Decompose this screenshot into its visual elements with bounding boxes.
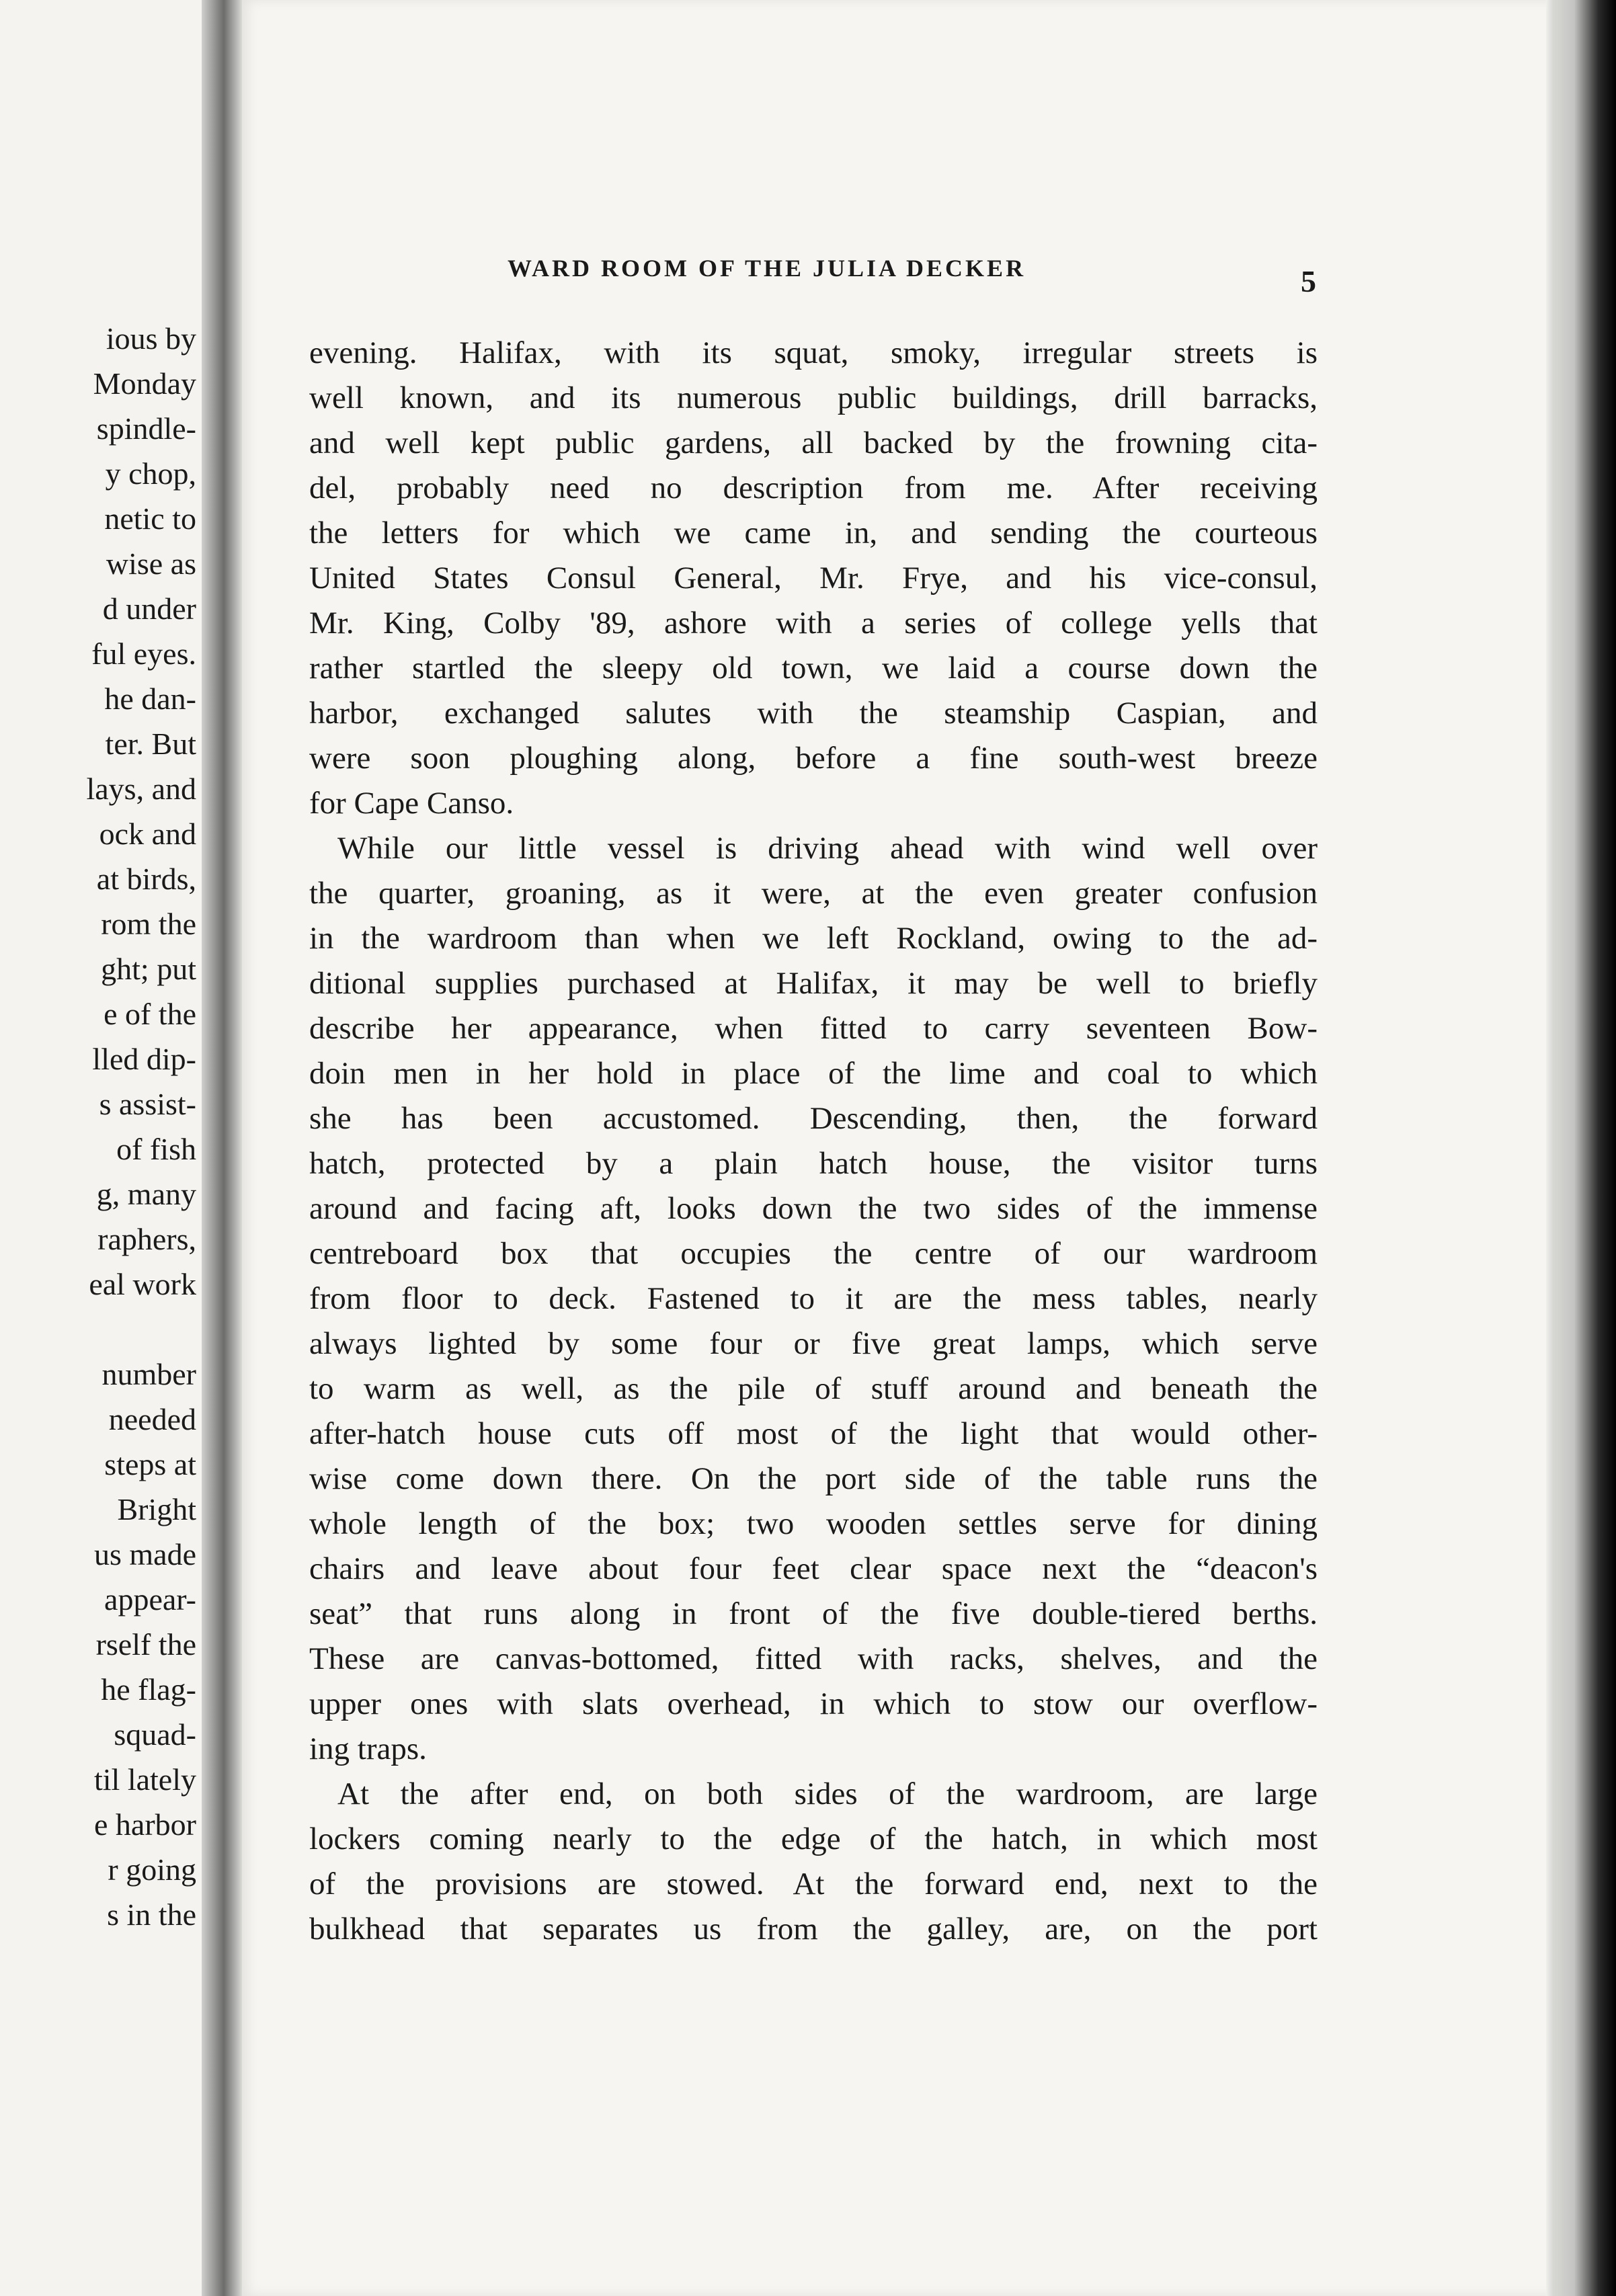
text-line: wise come down there. On the port side of the table runs the (309, 1461, 1318, 1496)
text-line: United States Consul General, Mr. Frye, and his vice-consul, (309, 561, 1318, 596)
left-page-line: d under (102, 591, 196, 626)
left-page-line: lled dip- (92, 1042, 196, 1076)
left-page-line: netic to (104, 501, 196, 536)
text-line: were soon ploughing along, before a fine south-west breeze (309, 741, 1318, 776)
text-line: del, probably need no description from me. After receiving (309, 470, 1318, 505)
page-edge (1546, 0, 1616, 2296)
left-page-line: ock and (99, 817, 196, 851)
text-line: whole length of the box; two wooden settles serve for dining (309, 1506, 1318, 1541)
text-line: seat” that runs along in front of the five double-tiered berths. (309, 1596, 1318, 1631)
left-page-line: us made (93, 1537, 196, 1571)
text-line: from floor to deck. Fastened to it are the mess tables, nearly (309, 1281, 1318, 1316)
text-line: around and facing aft, looks down the two sides of the immense (309, 1191, 1318, 1226)
left-page-line: steps at (104, 1447, 196, 1481)
text-line: At the after end, on both sides of the wardroom, are large (337, 1776, 1318, 1811)
left-page-line: s in the (107, 1897, 196, 1932)
left-page-line: e of the (104, 997, 196, 1031)
left-page-line: raphers, (97, 1222, 196, 1256)
text-line: harbor, exchanged salutes with the steamship Caspian, and (309, 696, 1318, 731)
body-text (309, 331, 1318, 1952)
left-page-line: at birds, (96, 862, 196, 896)
text-line: she has been accustomed. Descending, then, the forward (309, 1101, 1318, 1136)
text-line: of the provisions are stowed. At the forward end, next to the (309, 1867, 1318, 1901)
left-page-line: g, many (96, 1177, 196, 1211)
text-line: centreboard box that occupies the centre of our wardroom (309, 1236, 1318, 1271)
left-page-line (0, 1307, 196, 1352)
left-page-line: needed (108, 1402, 196, 1436)
left-page-line: s assist- (99, 1087, 196, 1121)
text-line: to warm as well, as the pile of stuff around and beneath the (309, 1371, 1318, 1406)
text-line: bulkhead that separates us from the galley, are, on the port (309, 1912, 1318, 1946)
text-line: ditional supplies purchased at Halifax, it may be well to briefly (309, 966, 1318, 1001)
text-line: for Cape Canso. (309, 786, 514, 821)
running-head: WARD ROOM OF THE JULIA DECKER (508, 255, 1026, 282)
left-page-line: rself the (95, 1627, 196, 1662)
left-page-line: spindle- (96, 411, 196, 446)
left-page-line: of fish (116, 1132, 196, 1166)
text-line: well known, and its numerous public buildings, drill barracks, (309, 380, 1318, 415)
text-line: doin men in her hold in place of the lime and coal to which (309, 1056, 1318, 1091)
left-page-line: ter. But (105, 727, 196, 761)
text-line: describe her appearance, when fitted to carry seventeen Bow- (309, 1011, 1318, 1046)
left-page-line: e harbor (94, 1807, 196, 1842)
left-page-line: rom the (101, 907, 196, 941)
left-page-line: Monday (93, 366, 196, 401)
paragraph (309, 826, 1318, 1772)
left-page-line: squad- (114, 1717, 196, 1752)
text-line: Mr. King, Colby '89, ashore with a series of college yells that (309, 606, 1318, 641)
left-page-line: wise as (106, 546, 196, 581)
text-line: chairs and leave about four feet clear space next the “deacon's (309, 1551, 1318, 1586)
text-line: evening. Halifax, with its squat, smoky, irregular streets is (309, 335, 1318, 370)
left-page-line: lays, and (86, 772, 196, 806)
left-page-line: ful eyes. (91, 637, 196, 671)
left-page-line: Bright (117, 1492, 196, 1526)
text-line: These are canvas-bottomed, fitted with racks, shelves, and the (309, 1641, 1318, 1676)
text-line: lockers coming nearly to the edge of the hatch, in which most (309, 1821, 1318, 1856)
text-line: always lighted by some four or five great lamps, which serve (309, 1326, 1318, 1361)
book-gutter (202, 0, 242, 2296)
text-line: in the wardroom than when we left Rockland, owing to the ad- (309, 921, 1318, 956)
left-page-line: appear- (104, 1582, 196, 1616)
text-line: the quarter, groaning, as it were, at the even greater confusion (309, 876, 1318, 911)
text-line: after-hatch house cuts off most of the light that would other- (309, 1416, 1318, 1451)
text-line: the letters for which we came in, and sending the courteous (309, 516, 1318, 550)
left-page-text (0, 316, 196, 1937)
left-page-line: ght; put (101, 952, 196, 986)
left-page-line: he dan- (104, 682, 196, 716)
text-line: rather startled the sleepy old town, we laid a course down the (309, 651, 1318, 686)
left-page-line: he flag- (101, 1672, 196, 1707)
text-line: ing traps. (309, 1731, 427, 1766)
text-line: and well kept public gardens, all backed by the frowning cita- (309, 425, 1318, 460)
left-facing-page (0, 0, 202, 2296)
left-page-line: r going (108, 1852, 196, 1887)
left-page-line: y chop, (105, 456, 196, 491)
left-page-line: eal work (89, 1267, 196, 1301)
text-line: hatch, protected by a plain hatch house, the visitor turns (309, 1146, 1318, 1181)
left-page-line: number (102, 1357, 196, 1391)
text-line: While our little vessel is driving ahead with wind well over (337, 831, 1318, 866)
paragraph (309, 331, 1318, 826)
left-page-line: til lately (93, 1762, 196, 1797)
text-line: upper ones with slats overhead, in which to stow our overflow- (309, 1686, 1318, 1721)
page-number: 5 (1301, 264, 1316, 298)
left-page-line: ious by (106, 321, 196, 356)
paragraph (309, 1772, 1318, 1952)
